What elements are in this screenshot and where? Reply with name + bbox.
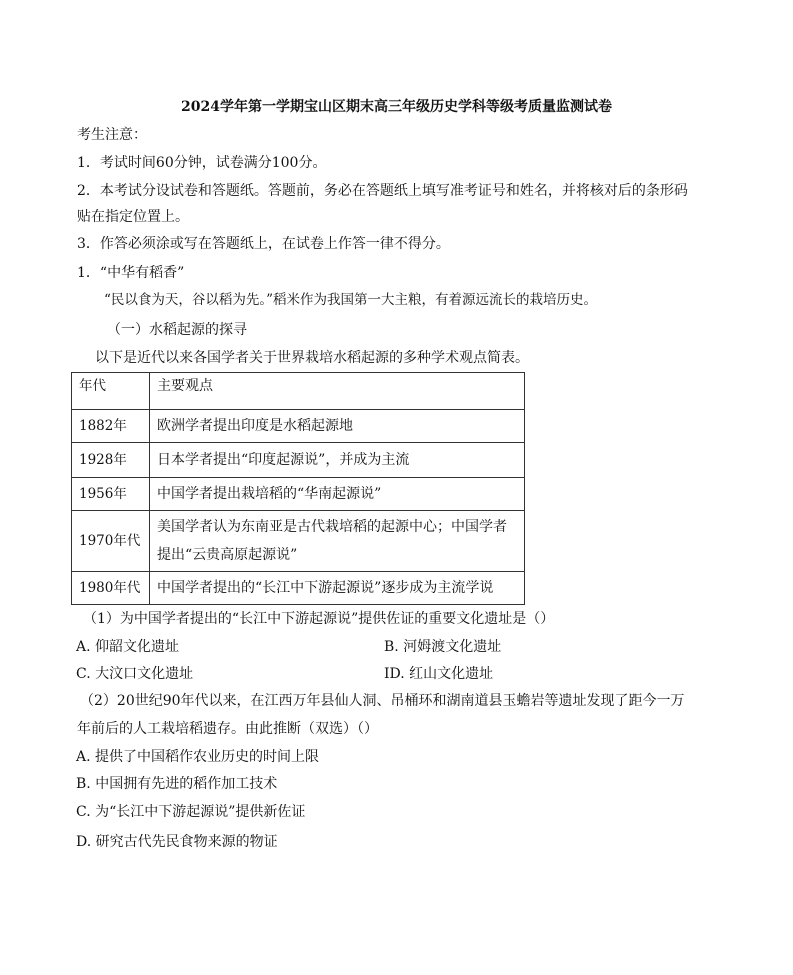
table-cell-year: 1928年 xyxy=(72,443,150,478)
question-1-heading: 1．“中华有稻香” xyxy=(77,265,185,281)
table-header-view: 主要观点 xyxy=(150,373,525,410)
table-cell-year: 1970年代 xyxy=(72,511,150,572)
table-cell-year: 1980年代 xyxy=(72,572,150,605)
table-cell-view: 日本学者提出“印度起源说”，并成为主流 xyxy=(150,443,525,478)
table-header-year: 年代 xyxy=(72,373,150,410)
table-cell-year: 1882年 xyxy=(72,410,150,443)
table-cell-view xyxy=(150,511,525,572)
rice-origin-views-table xyxy=(71,372,525,605)
table-cell-view-line: 美国学者认为东南亚是古代栽培稻的起源中心；中国学者 xyxy=(157,519,507,535)
subquestion-2-option-b[interactable]: B. 中国拥有先进的稻作加工技术 xyxy=(76,776,278,792)
subquestion-1-option-a[interactable]: A. 仰韶文化遗址 xyxy=(76,639,180,655)
section-heading: （一）水稻起源的探寻 xyxy=(107,322,247,338)
subquestion-1-option-b[interactable]: B. 河姆渡文化遗址 xyxy=(384,639,502,655)
notice-item-2: 2．本考试分设试卷和答题纸。答题前，务必在答题纸上填写准考证号和姓名，并将核对后的条形码 xyxy=(77,183,688,199)
subquestion-1-stem: （1）为中国学者提出的“长江中下游起源说”提供佐证的重要文化遗址是（） xyxy=(83,611,555,627)
table-cell-view: 中国学者提出的“长江中下游起源说”逐步成为主流学说 xyxy=(150,572,525,605)
table-row xyxy=(72,572,525,605)
subquestion-1-option-c[interactable]: C. 大汶口文化遗址 xyxy=(76,666,194,682)
question-1-quote: “民以食为天，谷以稻为先。”稻米作为我国第一大主粮，有着源远流长的栽培历史。 xyxy=(104,292,598,308)
table-cell-year: 1956年 xyxy=(72,478,150,511)
notice-item-1: 1．考试时间60分钟，试卷满分100分。 xyxy=(77,155,327,171)
exam-title: 2024学年第一学期宝山区期末高三年级历史学科等级考质量监测试卷 xyxy=(181,99,612,115)
table-cell-view: 欧洲学者提出印度是水稻起源地 xyxy=(150,410,525,443)
table-header-row xyxy=(72,373,525,410)
subquestion-2-option-a[interactable]: A. 提供了中国稻作农业历史的时间上限 xyxy=(76,749,320,765)
notice-item-3: 3．作答必须涂或写在答题纸上，在试卷上作答一律不得分。 xyxy=(77,236,450,252)
subquestion-2-stem: （2）20世纪90年代以来，在江西万年县仙人洞、吊桶环和湖南道县玉蟾岩等遗址发现了距今一万 xyxy=(80,693,685,709)
notice-item-2-continued: 贴在指定位置上。 xyxy=(77,209,189,225)
table-row xyxy=(72,443,525,478)
notice-heading: 考生注意： xyxy=(77,127,147,143)
table-intro: 以下是近代以来各国学者关于世界栽培水稻起源的多种学术观点简表。 xyxy=(95,350,529,366)
subquestion-1-option-d[interactable]: ID. 红山文化遗址 xyxy=(384,666,494,682)
table-cell-view-line: 提出“云贵高原起源说” xyxy=(157,547,298,563)
table-row xyxy=(72,410,525,443)
subquestion-2-option-c[interactable]: C. 为“长江中下游起源说”提供新佐证 xyxy=(76,804,306,820)
table-row xyxy=(72,478,525,511)
subquestion-2-option-d[interactable]: D. 研究古代先民食物来源的物证 xyxy=(76,834,278,850)
table-cell-view: 中国学者提出栽培稻的“华南起源说” xyxy=(150,478,525,511)
subquestion-2-stem-continued: 年前后的人工栽培稻遗存。由此推断（双选）（） xyxy=(77,721,378,737)
table-row xyxy=(72,511,525,572)
